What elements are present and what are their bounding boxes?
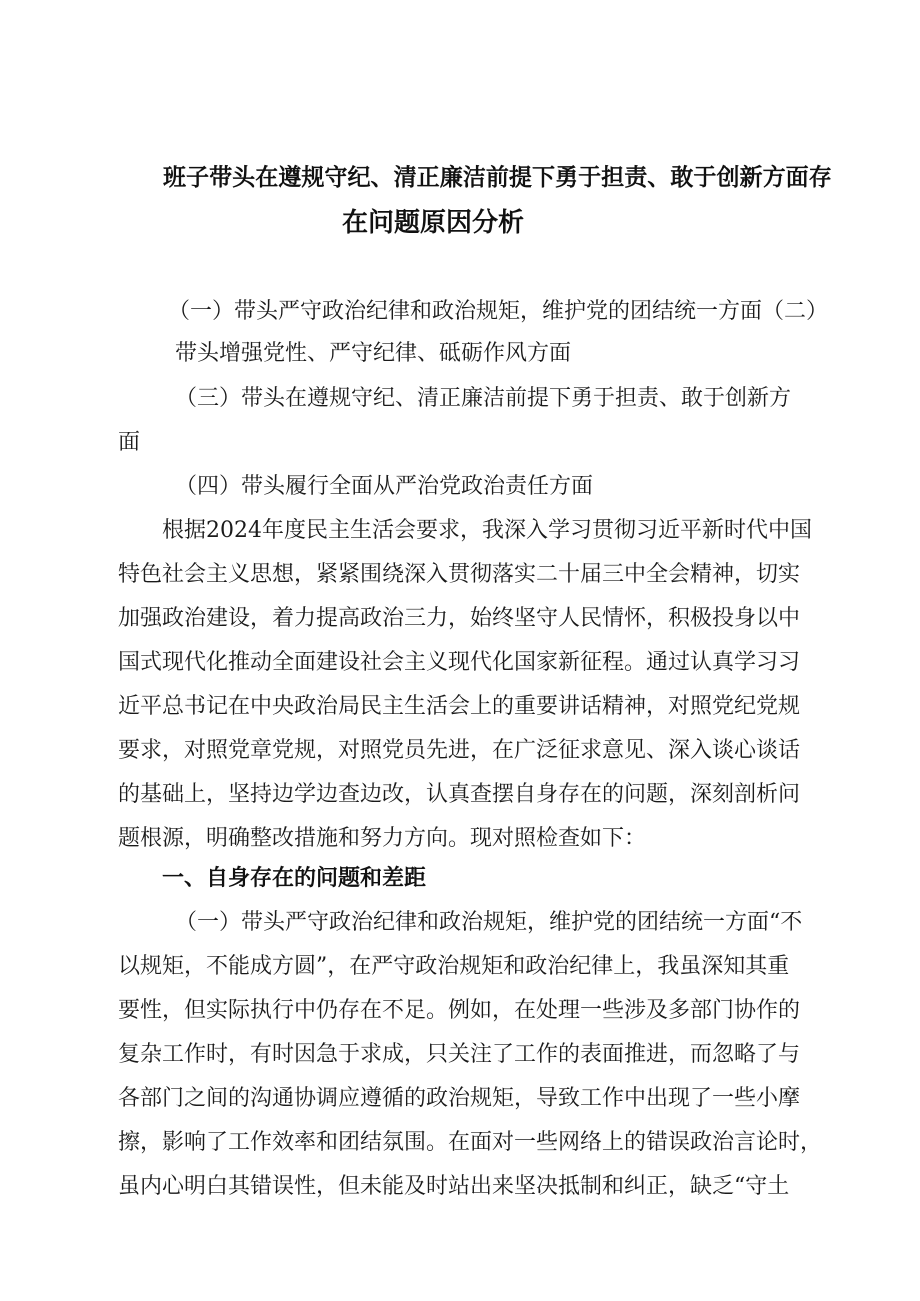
intro-line: 题根源，明确整改措施和努力方向。现对照检查如下： [118, 826, 647, 851]
intro-line: 根据2024年度民主生活会要求，我深入学习贯彻习近平新时代中国 [162, 518, 812, 543]
section-heading: 一、自身存在的问题和差距 [162, 866, 427, 891]
intro-line: 近平总书记在中央政治局民主生活会上的重要讲话精神，对照党纪党规 [118, 694, 801, 719]
body-line: 擦，影响了工作效率和团结氛围。在面对一些网络上的错误政治言论时， [118, 1130, 823, 1155]
intro-line: 加强政治建设，着力提高政治三力，始终坚守人民情怀，积极投身以中 [118, 606, 801, 631]
body-line: 复杂工作时，有时因急于求成，只关注了工作的表面推进，而忽略了与 [118, 1042, 801, 1067]
toc-line: （三）带头在遵规守纪、清正廉洁前提下勇于担责、敢于创新方 [175, 386, 792, 411]
document-title-line-2: 在问题原因分析 [342, 208, 525, 238]
body-line: 以规矩，不能成方圆”，在严守政治规矩和政治纪律上，我虽深知其重 [118, 954, 790, 979]
intro-line: 国式现代化推动全面建设社会主义现代化国家新征程。通过认真学习习 [118, 650, 801, 675]
toc-line: （一）带头严守政治纪律和政治规矩，维护党的团结统一方面（二） [168, 299, 829, 324]
body-line: 各部门之间的沟通协调应遵循的政治规矩，导致工作中出现了一些小摩 [118, 1086, 801, 1111]
toc-line: 带头增强党性、严守纪律、砥砺作风方面 [175, 341, 572, 366]
intro-line: 特色社会主义思想，紧紧围绕深入贯彻落实二十届三中全会精神，切实 [118, 562, 801, 587]
document-title-line-1: 班子带头在遵规守纪、清正廉洁前提下勇于担责、敢于创新方面存 [163, 165, 832, 191]
body-line: 要性，但实际执行中仍存在不足。例如，在处理一些涉及多部门协作的 [118, 998, 801, 1023]
toc-line: （四）带头履行全面从严治党政治责任方面 [175, 474, 594, 499]
intro-line: 的基础上，坚持边学边查边改，认真查摆自身存在的问题，深刻剖析问 [118, 782, 801, 807]
intro-line: 要求，对照党章党规，对照党员先进，在广泛征求意见、深入谈心谈话 [118, 738, 801, 763]
body-line: 虽内心明白其错误性，但未能及时站出来坚决抵制和纠正，缺乏“守土 [118, 1174, 790, 1199]
body-line: （一）带头严守政治纪律和政治规矩，维护党的团结统一方面“不 [175, 910, 803, 935]
toc-line: 面 [118, 430, 141, 455]
